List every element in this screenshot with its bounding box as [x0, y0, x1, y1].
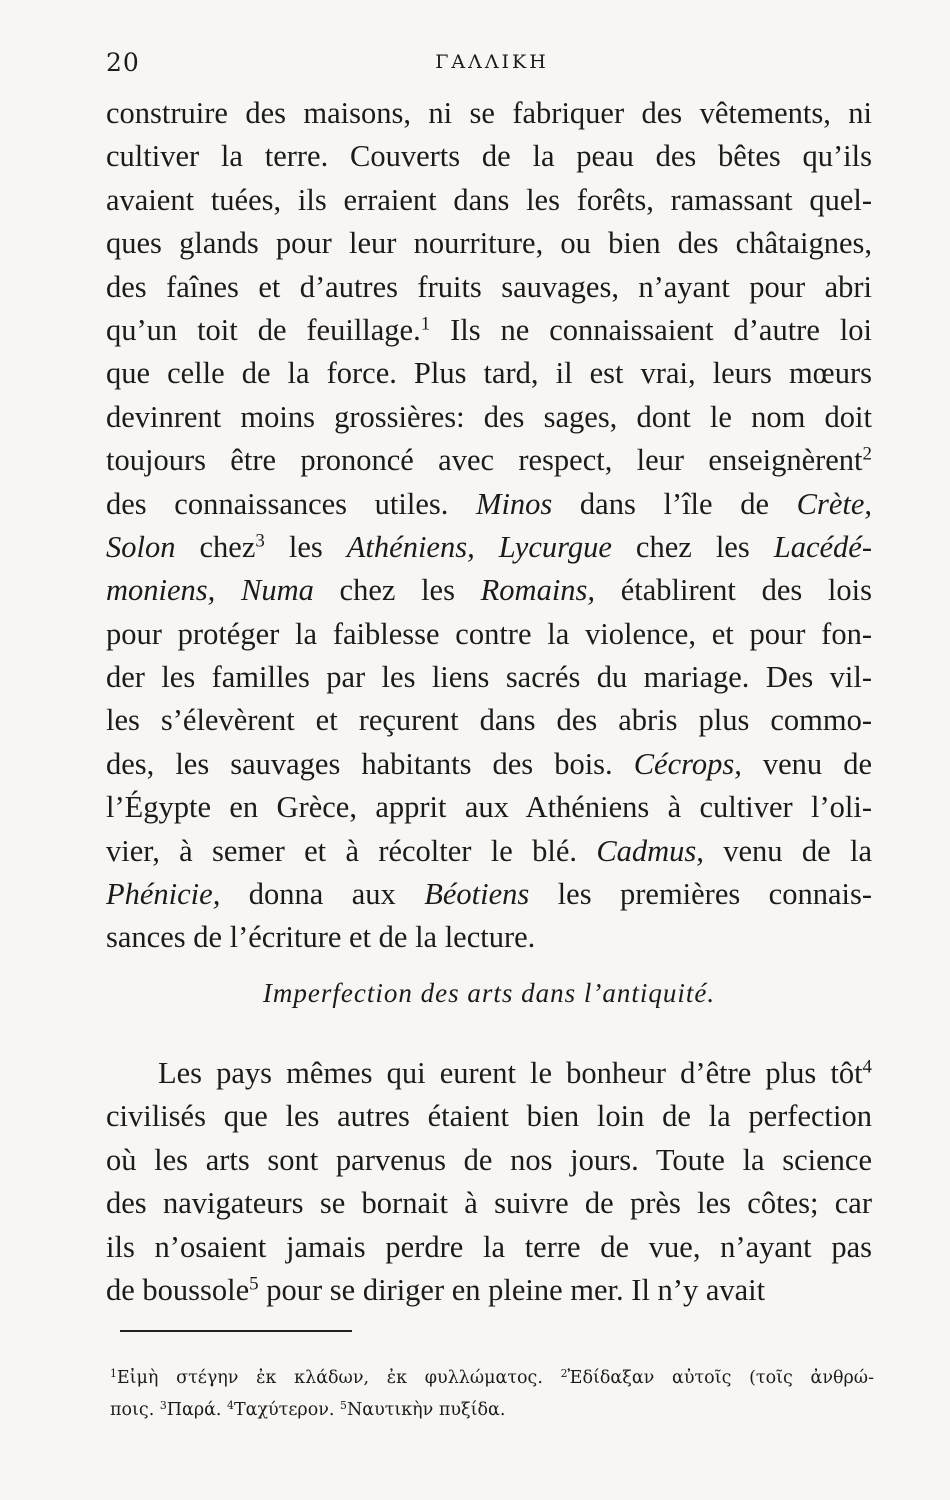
text-run: Phénicie,: [106, 877, 221, 912]
paragraph1-line: [106, 656, 872, 699]
text-run: que celle de la force. Plus tard, il est vrai, leurs mœurs: [106, 356, 872, 391]
paragraph2-line: [106, 1269, 872, 1312]
paragraph-body: [106, 92, 872, 960]
paragraph1-line: [106, 266, 872, 309]
text-run: toujours être prononcé avec respect, leur enseignèrent: [106, 443, 863, 478]
text-run: Romains,: [480, 573, 596, 608]
paragraph1-line: [106, 92, 872, 135]
footnotes-line: [110, 1394, 874, 1426]
paragraph1-line: [106, 526, 872, 569]
footnote-marker: 5: [249, 1273, 259, 1295]
paragraph1-line: [106, 222, 872, 265]
footnote-marker: 4: [862, 1056, 872, 1078]
text-run: où les arts sont parvenus de nos jours. Toute la science: [106, 1142, 872, 1177]
text-run: venu de: [741, 746, 872, 781]
text-run: des faînes et d’autres fruits sauvages, n’ayant pour abri: [106, 269, 872, 304]
text-run: Εἰμὴ στέγην ἐκ κλάδων, ἐκ φυλλώματος.: [116, 1368, 561, 1388]
text-run: les s’élevèrent et reçurent dans des abris plus commo-: [106, 703, 872, 738]
text-run: Cécrops,: [633, 746, 742, 781]
footnote-marker: 2: [862, 443, 872, 465]
text-run: moniens, Numa: [106, 573, 314, 608]
text-run: Ναυτικὴν πυξίδα.: [346, 1400, 506, 1420]
text-run: Solon: [106, 529, 176, 564]
text-run: avaient tuées, ils erraient dans les forêts, ramassant quel-: [106, 182, 872, 217]
text-run: construire des maisons, ni se fabriquer des vêtements, ni: [106, 96, 872, 130]
text-run: vier, à semer et à récolter le blé.: [106, 833, 597, 868]
paragraph1-line: [106, 352, 872, 395]
text-run: ils n’osaient jamais perdre la terre de vue, n’ayant pas: [106, 1229, 872, 1264]
text-run: Ταχύτερον.: [233, 1400, 341, 1420]
text-run: ποις.: [110, 1400, 160, 1420]
footnote-marker: 1: [420, 313, 431, 335]
text-run: des navigateurs se bornait à suivre de près les côtes; car: [106, 1186, 872, 1221]
text-run: Cadmus,: [596, 833, 704, 868]
text-run: civilisés que les autres étaient bien loin de la perfection: [106, 1099, 872, 1134]
text-run: qu’un toit de feuillage.: [106, 312, 421, 347]
paragraph2-line: [106, 1226, 872, 1269]
paragraph2-line: [106, 1095, 872, 1138]
text-run: devinrent moins grossières: des sages, dont le nom doit: [106, 399, 872, 434]
footnote-marker: 1: [110, 1367, 117, 1381]
text-run: chez les: [611, 529, 774, 564]
text-run: des connaissances utiles.: [106, 486, 477, 521]
paragraph2-line: [106, 1182, 872, 1225]
text-run: Παρά.: [166, 1400, 228, 1420]
page-header: [106, 48, 878, 84]
footnote-marker: 3: [159, 1399, 167, 1413]
text-run: de boussole: [106, 1272, 250, 1307]
paragraph1-line: [106, 743, 872, 786]
footnotes-line: [110, 1362, 874, 1394]
text-run: Ils ne connaissaient d’autre loi: [430, 312, 872, 347]
footnote-marker: 4: [227, 1399, 234, 1413]
text-run: Athéniens, Lycurgue: [346, 529, 612, 564]
paragraph1-line: [106, 786, 872, 829]
paragraph1-line: [106, 483, 872, 526]
paragraph1-line: [106, 613, 872, 656]
text-run: chez: [175, 529, 256, 564]
text-run: des, les sauvages habitants des bois.: [106, 746, 634, 781]
text-run: cultiver la terre. Couverts de la peau des bêtes qu’ils: [106, 139, 872, 174]
text-run: sances de l’écriture et de la lecture.: [106, 920, 536, 955]
paragraph1-line: [106, 309, 872, 352]
footnotes: [110, 1362, 874, 1426]
text-run: établirent des lois: [595, 573, 872, 608]
text-run: chez les: [313, 573, 481, 608]
footnote-divider: [120, 1330, 352, 1332]
text-run: l’Égypte en Grèce, apprit aux Athéniens à cultiver l’oli-: [106, 790, 872, 825]
paragraph1-line: [106, 179, 872, 222]
paragraph1-line: [106, 699, 872, 742]
text-run: Les pays mêmes qui eurent le bonheur d’être plus tôt: [158, 1056, 863, 1090]
text-run: Béotiens: [424, 877, 530, 912]
paragraph1-line: [106, 569, 872, 612]
footnote-marker: 2: [560, 1367, 568, 1381]
text-run: Minos: [476, 486, 553, 521]
text-run: les: [264, 529, 347, 564]
paragraph2-line: [106, 1139, 872, 1182]
footnote-marker: 3: [255, 530, 265, 552]
page-number: 20: [106, 48, 140, 77]
paragraph2-line: [106, 1052, 872, 1095]
text-run: pour protéger la faiblesse contre la violence, et pour fon-: [106, 616, 872, 651]
footnote-marker: 5: [340, 1399, 347, 1413]
running-head: ΓΑΛΛΙΚΗ: [435, 51, 549, 73]
paragraph1-line: [106, 873, 872, 916]
paragraph1-line: [106, 135, 872, 178]
section-heading: Imperfection des arts dans l’antiquité.: [262, 978, 716, 1008]
paragraph1-line: [106, 439, 872, 482]
paragraph-second: [106, 1052, 872, 1312]
text-run: dans l’île de: [552, 486, 797, 521]
paragraph1-line: [106, 916, 872, 959]
text-run: pour se diriger en pleine mer. Il n’y avait: [258, 1272, 766, 1307]
text-run: donna aux: [220, 877, 425, 912]
text-run: Crète,: [796, 486, 872, 521]
text-run: der les familles par les liens sacrés du mariage. Des vil-: [106, 660, 872, 695]
text-run: Ἐδίδαξαν αὐτοῖς (τοῖς ἀνθρώ-: [567, 1368, 874, 1388]
text-run: ques glands pour leur nourriture, ou bien des châtaignes,: [106, 226, 872, 261]
paragraph1-line: [106, 830, 872, 873]
paragraph1-line: [106, 396, 872, 439]
text-run: Lacédé-: [773, 529, 872, 564]
text-run: venu de la: [703, 833, 872, 868]
text-run: les premières connais-: [529, 877, 873, 912]
